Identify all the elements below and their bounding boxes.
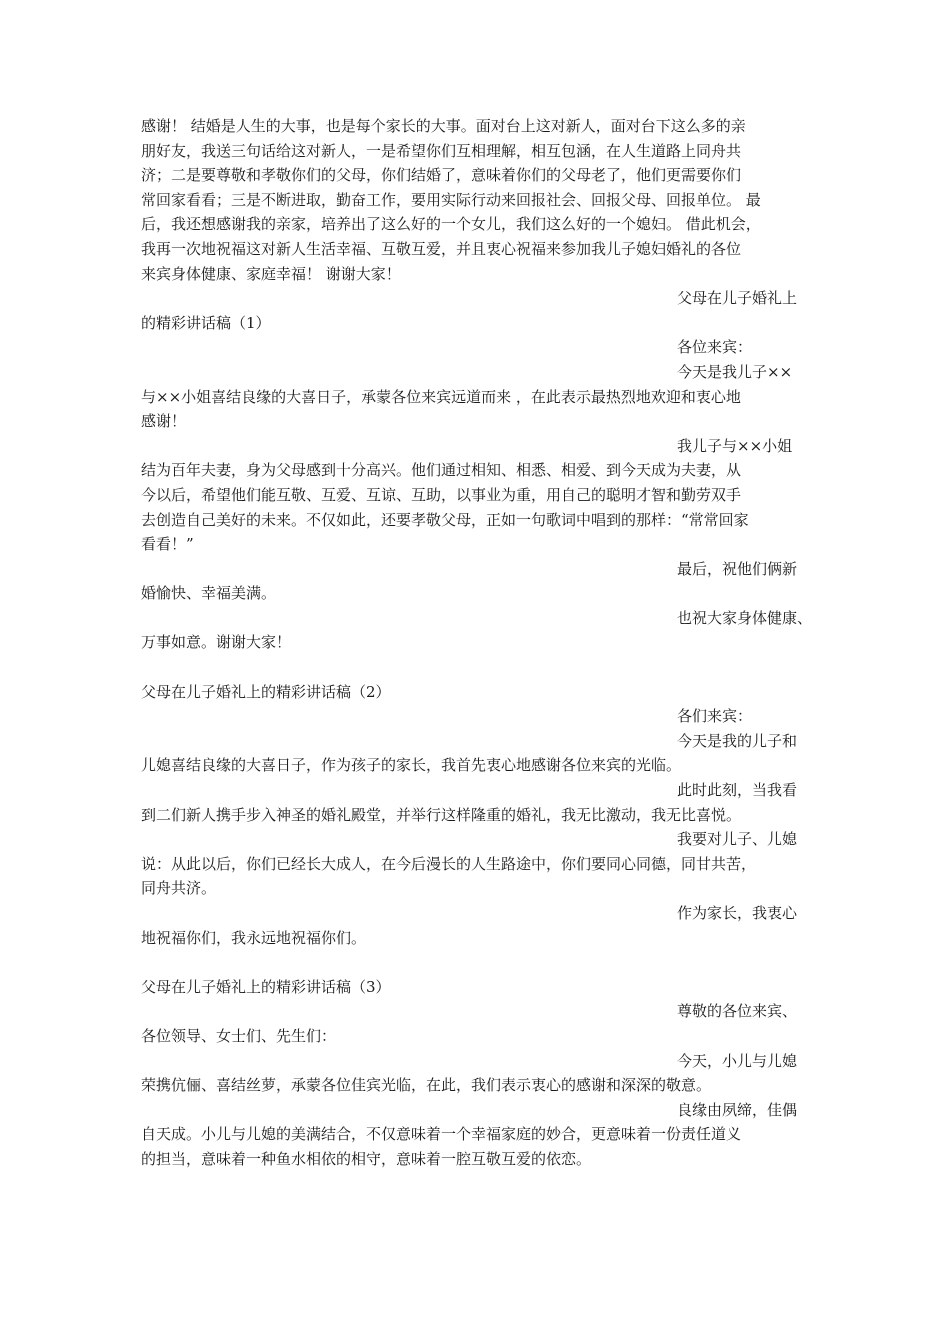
text-line: 常回家看看；三是不断进取，勤奋工作，要用实际行动来回报社会、回报父母、回报单位。 最: [141, 190, 761, 209]
text-line: 的担当，意味着一种鱼水相依的相守，意味着一腔互敬互爱的依恋。: [141, 1149, 592, 1168]
text-line: 说：从此以后，你们已经长大成人，在今后漫长的人生路途中，你们要同心同德，同甘共苦，: [141, 854, 757, 873]
text-line: 我要对儿子、儿媳: [677, 830, 798, 849]
speech-1-greeting: 各位来宾：: [677, 338, 753, 357]
text-line: 我儿子与××小姐: [677, 436, 793, 455]
speech-2-section: [141, 680, 816, 951]
text-line: 去创造自己美好的未来。不仅如此，还要孝敬父母，正如一句歌词中唱到的那样：“常常回家: [141, 510, 749, 529]
text-line: 自天成。小儿与儿媳的美满结合，不仅意味着一个幸福家庭的妙合，更意味着一份责任道义: [141, 1125, 742, 1144]
text-line: 作为家长，我衷心: [677, 904, 798, 922]
blank-line: [141, 655, 816, 680]
text-line: 感谢！ 结婚是人生的大事，也是每个家长的大事。面对台上这对新人，面对台下这么多的亲: [141, 117, 746, 135]
speech-3-section: [141, 975, 816, 1172]
text-line: 此时此刻，当我看: [677, 781, 798, 800]
text-line: 良缘由夙缔，佳偶: [677, 1100, 798, 1119]
speech-3-greeting: 尊敬的各位来宾、: [677, 1002, 798, 1021]
text-line: 也祝大家身体健康、: [677, 608, 813, 627]
speech-2-greeting: 各们来宾：: [677, 707, 753, 726]
text-line: 结为百年夫妻，身为父母感到十分高兴。他们通过相知、相悉、相爱、到今天成为夫妻，从: [141, 461, 742, 480]
text-line: 来宾身体健康、家庭幸福！ 谢谢大家！: [141, 264, 401, 283]
intro-paragraph: [141, 114, 816, 286]
speech-1-title: 父母在儿子婚礼上: [677, 289, 798, 308]
text-line: 朋好友，我送三句话给这对新人，一是希望你们互相理解，相互包涵，在人生道路上同舟共: [141, 141, 742, 160]
speech-3-title: 父母在儿子婚礼上的精彩讲话稿（3）: [141, 977, 391, 996]
document-page: [141, 114, 816, 1172]
text-line: 看看！”: [141, 535, 194, 554]
text-line: 万事如意。谢谢大家！: [141, 633, 292, 652]
text-line: 今天，小儿与儿媳: [677, 1051, 798, 1070]
text-line: 最后，祝他们俩新: [677, 559, 798, 578]
text-line: 我再一次地祝福这对新人生活幸福、互敬互爱，并且衷心祝福来参加我儿子媳妇婚礼的各位: [141, 239, 742, 258]
text-line: 到二们新人携手步入神圣的婚礼殿堂，并举行这样隆重的婚礼，我无比激动，我无比喜悦。: [141, 805, 742, 824]
text-line: 地祝福你们，我永远地祝福你们。: [141, 928, 367, 947]
speech-1-title-cont: 的精彩讲话稿（1）: [141, 313, 271, 332]
text-line: 济；二是要尊敬和孝敬你们的父母，你们结婚了，意味着你们的父母老了，他们更需要你们: [141, 166, 742, 185]
speech-3-greeting-cont: 各位领导、女士们、先生们：: [141, 1026, 337, 1045]
text-line: 儿媳喜结良缘的大喜日子，作为孩子的家长，我首先衷心地感谢各位来宾的光临。: [141, 756, 682, 775]
text-line: 后，我还想感谢我的亲家，培养出了这么好的一个女儿，我们这么好的一个媳妇。 借此机会，: [141, 215, 761, 234]
text-line: 婚愉快、幸福美满。: [141, 584, 277, 603]
speech-2-title: 父母在儿子婚礼上的精彩讲话稿（2）: [141, 682, 391, 701]
text-line: 今以后，希望他们能互敬、互爱、互谅、互助，以事业为重，用自己的聪明才智和勤劳双手: [141, 485, 742, 504]
speech-1-section: [141, 286, 816, 655]
blank-line: [141, 950, 816, 975]
text-line: 今天是我儿子××: [677, 362, 793, 381]
text-line: 与××小姐喜结良缘的大喜日子，承蒙各位来宾远道而来 ，在此表示最热烈地欢迎和衷心地: [141, 387, 741, 406]
text-line: 今天是我的儿子和: [677, 731, 798, 750]
text-line: 同舟共济。: [141, 879, 217, 898]
text-line: 荣携伉俪、喜结丝萝，承蒙各位佳宾光临，在此，我们表示衷心的感谢和深深的敬意。: [141, 1076, 712, 1095]
text-line: 感谢！: [141, 412, 187, 431]
